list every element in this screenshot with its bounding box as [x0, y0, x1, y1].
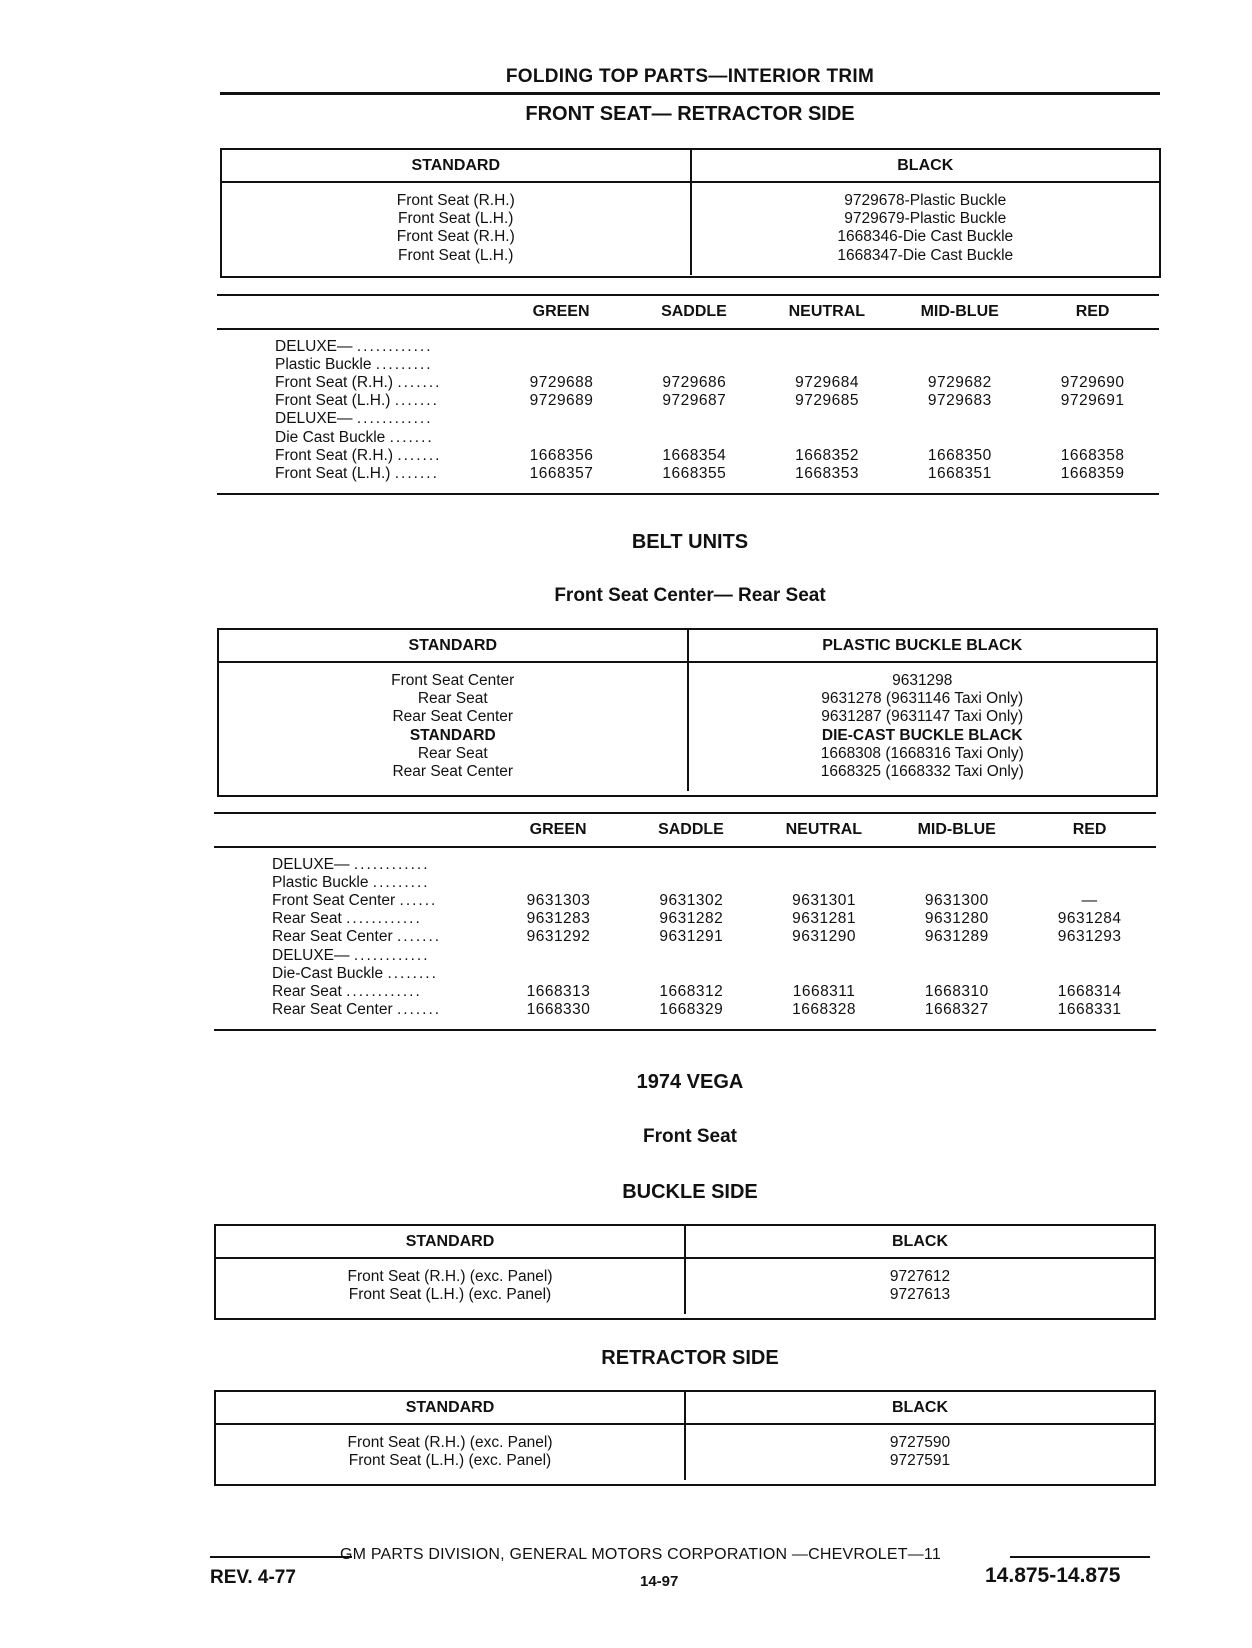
section2-subheading: Front Seat Center— Rear Seat	[554, 585, 826, 606]
part-number-cell: 1668313	[526, 982, 591, 1000]
part-number-cell: 9729689	[529, 392, 594, 410]
leader-dots: .......	[389, 428, 434, 446]
cell-line: 9729679-Plastic Buckle	[844, 210, 1007, 228]
section1-standard-col	[222, 183, 692, 275]
column-header: RED	[1072, 821, 1107, 838]
cell-line: DIE-CAST BUCKLE BLACK	[821, 726, 1023, 744]
row-label	[272, 874, 478, 892]
cell-line: Front Seat (R.H.)	[396, 228, 515, 246]
section3-subheading: Front Seat	[643, 1126, 737, 1147]
table-row	[214, 1001, 1156, 1019]
part-number-cell: 9631302	[659, 892, 724, 910]
part-number-cell: 1668312	[659, 982, 724, 1000]
column-header: NEUTRAL	[788, 303, 866, 320]
table-row	[217, 356, 1159, 374]
title-rule	[220, 92, 1160, 95]
column-header: MID-BLUE	[920, 303, 999, 320]
row-label-text: DELUXE—	[272, 946, 350, 964]
part-number-cell: 1668331	[1057, 1000, 1122, 1018]
leader-dots: ............	[346, 982, 422, 1000]
part-number-cell: 9631281	[792, 910, 856, 928]
cell-line: 9631287 (9631147 Taxi Only)	[821, 708, 1024, 726]
cell-line: 1668346-Die Cast Buckle	[837, 228, 1014, 246]
cell-line: 1668308 (1668316 Taxi Only)	[820, 744, 1024, 762]
section2-standard-table	[217, 628, 1158, 797]
buckle-side-heading: BUCKLE SIDE	[622, 1181, 758, 1203]
column-header: MID-BLUE	[917, 821, 996, 838]
leader-dots: .......	[397, 374, 442, 392]
cell-line: Front Seat (L.H.) (exc. Panel)	[348, 1286, 552, 1304]
section1-standard-header: STANDARD	[222, 150, 692, 181]
footer-page-number: 14-97	[640, 1573, 679, 1590]
retractor-side-heading: RETRACTOR SIDE	[601, 1347, 779, 1369]
row-label	[272, 910, 478, 928]
table-row	[217, 465, 1159, 483]
part-number-cell: 9631301	[792, 892, 856, 910]
leader-dots: ............	[356, 338, 433, 356]
part-number-cell: 1668351	[927, 464, 992, 482]
table-row	[214, 965, 1156, 983]
retractor-side-standard-header: STANDARD	[216, 1392, 686, 1423]
part-number-cell: 1668352	[795, 446, 859, 464]
cell-line: Front Seat (L.H.)	[398, 246, 514, 264]
part-number-cell: 9631282	[659, 910, 724, 928]
cell-line: 9631278 (9631146 Taxi Only)	[821, 690, 1024, 708]
part-number-cell: 1668358	[1060, 446, 1125, 464]
row-label-text: Die-Cast Buckle	[272, 964, 384, 982]
part-number-cell: 9729683	[927, 392, 992, 410]
row-label	[275, 447, 481, 465]
row-label-text: Front Seat (R.H.)	[275, 374, 393, 392]
retractor-side-standard-col	[216, 1425, 686, 1480]
part-number-cell: 9631280	[924, 910, 989, 928]
color-table-header	[214, 814, 1156, 848]
table-row	[217, 338, 1159, 356]
row-label-text: Front Seat (L.H.)	[275, 464, 391, 482]
table-row	[214, 928, 1156, 946]
row-label-text: DELUXE—	[275, 410, 353, 428]
table-row	[214, 983, 1156, 1001]
column-header: RED	[1075, 303, 1110, 320]
part-number-cell: 1668330	[526, 1000, 591, 1018]
leader-dots: .........	[375, 356, 433, 374]
part-number-cell: 1668314	[1057, 982, 1122, 1000]
part-number-cell: 9729684	[795, 374, 859, 392]
section1-standard-table	[220, 148, 1161, 278]
part-number-cell: 1668359	[1060, 464, 1125, 482]
cell-line: Rear Seat Center	[392, 763, 514, 781]
row-label	[272, 892, 478, 910]
page-title: FOLDING TOP PARTS—INTERIOR TRIM	[505, 66, 875, 87]
part-number-cell: 9631291	[659, 928, 724, 946]
section2-black-col	[689, 663, 1157, 791]
row-label-text: Die Cast Buckle	[275, 428, 386, 446]
row-label-text: Plastic Buckle	[275, 356, 372, 374]
section2-plastic-buckle-black-header: PLASTIC BUCKLE BLACK	[822, 636, 1023, 654]
color-table-header	[217, 296, 1159, 330]
row-label	[272, 947, 478, 965]
section3-heading: 1974 VEGA	[636, 1071, 744, 1093]
section1-black-header: BLACK	[897, 156, 954, 174]
retractor-side-black-header: BLACK	[892, 1398, 948, 1416]
leader-dots: .......	[396, 928, 442, 946]
column-header: SADDLE	[661, 303, 727, 320]
column-header: NEUTRAL	[785, 821, 863, 838]
part-number-cell: 9631284	[1057, 910, 1122, 928]
column-header: GREEN	[532, 303, 590, 320]
leader-dots: .......	[397, 446, 442, 464]
footer-publisher: GM PARTS DIVISION, GENERAL MOTORS CORPORATION —CHEVROLET—11	[340, 1546, 941, 1563]
section2-color-table	[214, 812, 1156, 1031]
row-label-text: DELUXE—	[272, 856, 350, 874]
cell-line: Rear Seat Center	[392, 708, 514, 726]
row-label-text: Rear Seat	[272, 910, 342, 928]
column-header: GREEN	[529, 821, 587, 838]
cell-line: Rear Seat	[417, 744, 488, 762]
buckle-side-black-col	[686, 1259, 1154, 1314]
footer-part-code: 14.875-14.875	[985, 1564, 1121, 1587]
part-number-cell: 1668310	[924, 982, 989, 1000]
part-number-cell: —	[1081, 892, 1098, 910]
section1-color-table	[217, 294, 1159, 495]
part-number-cell: 9631292	[526, 928, 591, 946]
part-number-cell: 1668327	[924, 1000, 989, 1018]
part-number-cell: 9729686	[662, 374, 727, 392]
table-row	[214, 856, 1156, 874]
table-row	[217, 410, 1159, 428]
part-number-cell: 1668355	[662, 464, 727, 482]
buckle-side-black-header: BLACK	[892, 1232, 948, 1250]
part-number-cell: 9729691	[1060, 392, 1125, 410]
row-label-text: Rear Seat Center	[272, 928, 393, 946]
part-number-cell: 1668357	[529, 464, 594, 482]
leader-dots: ............	[356, 410, 433, 428]
leader-dots: ............	[346, 910, 422, 928]
column-header: SADDLE	[658, 821, 724, 838]
cell-line: Front Seat (R.H.) (exc. Panel)	[347, 1434, 553, 1451]
section1-heading: FRONT SEAT— RETRACTOR SIDE	[525, 103, 855, 125]
part-number-cell: 9729688	[529, 374, 594, 392]
part-number-cell: 9631290	[792, 928, 856, 946]
part-number-cell: 9729690	[1060, 374, 1125, 392]
footer-rule-left	[210, 1556, 352, 1558]
table-row	[217, 392, 1159, 410]
table-row	[217, 374, 1159, 392]
row-label	[275, 356, 481, 374]
part-number-cell: 1668328	[792, 1000, 856, 1018]
retractor-side-table	[214, 1390, 1156, 1486]
cell-line: 1668325 (1668332 Taxi Only)	[820, 763, 1024, 781]
row-label	[275, 429, 481, 447]
part-number-cell: 9631283	[526, 910, 591, 928]
row-label	[275, 392, 481, 410]
part-number-cell: 9729687	[662, 392, 727, 410]
row-label	[272, 928, 478, 946]
leader-dots: .......	[396, 1000, 442, 1018]
part-number-cell: 9631303	[526, 892, 591, 910]
part-number-cell: 1668354	[662, 446, 727, 464]
cell-line: 9727591	[889, 1452, 951, 1470]
section2-heading: BELT UNITS	[631, 531, 749, 553]
footer-rule-right	[1010, 1556, 1150, 1558]
row-label-text: DELUXE—	[275, 338, 353, 356]
leader-dots: ............	[353, 856, 430, 874]
row-label	[275, 465, 481, 483]
row-label-text: Plastic Buckle	[272, 874, 369, 892]
part-number-cell: 9729685	[795, 392, 859, 410]
part-number-cell: 1668353	[795, 464, 859, 482]
cell-line: Front Seat (R.H.) (exc. Panel)	[347, 1268, 553, 1285]
row-label-text: Front Seat Center	[272, 892, 396, 910]
buckle-side-table	[214, 1224, 1156, 1320]
part-number-cell: 1668311	[792, 982, 856, 1000]
table-row	[214, 946, 1156, 964]
part-number-cell: 9631289	[924, 928, 989, 946]
part-number-cell: 1668329	[659, 1000, 724, 1018]
row-label-text: Rear Seat	[272, 982, 342, 1000]
table-row	[214, 874, 1156, 892]
cell-line: Front Seat (R.H.)	[396, 192, 515, 209]
cell-line: Front Seat (L.H.)	[398, 210, 514, 228]
table-row	[214, 892, 1156, 910]
row-label	[272, 856, 478, 874]
footer-revision: REV. 4-77	[210, 1567, 296, 1588]
cell-line: 1668347-Die Cast Buckle	[837, 246, 1014, 264]
row-label	[275, 374, 481, 392]
leader-dots: ........	[387, 964, 438, 982]
part-number-cell: 9729682	[927, 374, 992, 392]
table-row	[217, 428, 1159, 446]
cell-line: Front Seat Center	[391, 672, 515, 689]
cell-line: 9727613	[889, 1286, 951, 1304]
leader-dots: .........	[372, 874, 430, 892]
table-row	[217, 447, 1159, 465]
section2-standard-header: STANDARD	[219, 630, 689, 661]
section1-black-col	[692, 183, 1160, 275]
cell-line: 9727612	[889, 1268, 951, 1285]
cell-line: 9631298	[892, 672, 953, 689]
table-row	[214, 910, 1156, 928]
leader-dots: ......	[399, 892, 438, 910]
section2-standard-col	[219, 663, 689, 791]
part-number-cell: 1668350	[927, 446, 992, 464]
cell-line: STANDARD	[409, 726, 496, 744]
cell-line: Front Seat (L.H.) (exc. Panel)	[348, 1452, 552, 1470]
leader-dots: ............	[353, 946, 430, 964]
row-label	[272, 983, 478, 1001]
part-number-cell: 9631293	[1057, 928, 1122, 946]
leader-dots: .......	[394, 392, 439, 410]
cell-line: 9727590	[889, 1434, 951, 1451]
row-label-text: Rear Seat Center	[272, 1000, 393, 1018]
row-label	[272, 1001, 478, 1019]
part-number-cell: 1668356	[529, 446, 594, 464]
cell-line: 9729678-Plastic Buckle	[844, 192, 1007, 209]
row-label-text: Front Seat (R.H.)	[275, 446, 393, 464]
retractor-side-black-col	[686, 1425, 1154, 1480]
part-number-cell: 9631300	[924, 892, 989, 910]
cell-line: Rear Seat	[417, 690, 488, 708]
leader-dots: .......	[394, 464, 439, 482]
row-label	[275, 338, 481, 356]
buckle-side-standard-col	[216, 1259, 686, 1314]
row-label	[275, 410, 481, 428]
buckle-side-standard-header: STANDARD	[216, 1226, 686, 1257]
row-label	[272, 965, 478, 983]
row-label-text: Front Seat (L.H.)	[275, 392, 391, 410]
